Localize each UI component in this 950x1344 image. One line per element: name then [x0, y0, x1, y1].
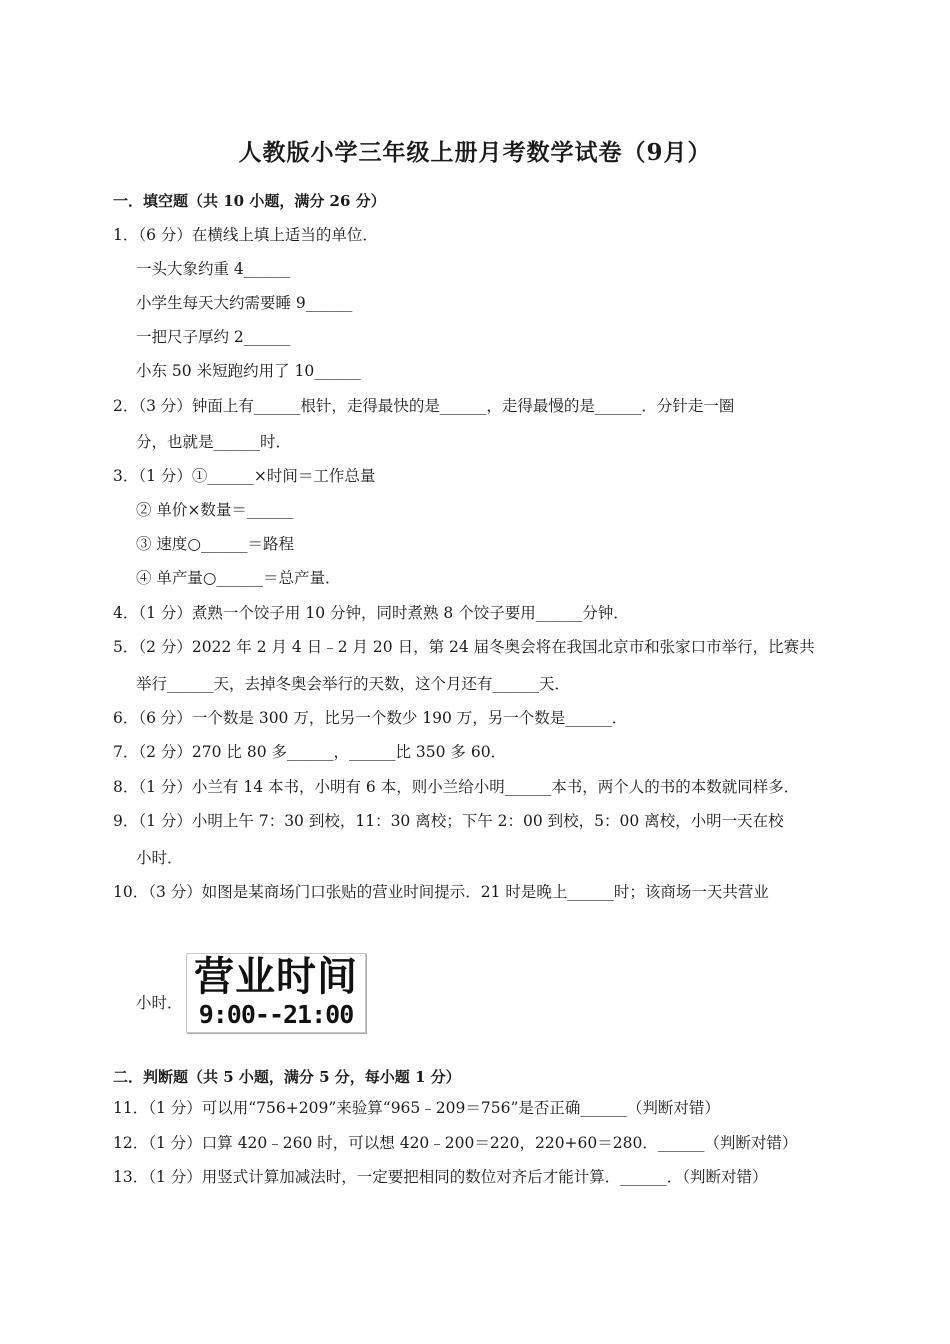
- sign-hours: 9:00--21:00: [198, 1000, 354, 1029]
- question-12: 12．（1 分）口算 420﹣260 时，可以想 420﹣200＝220，220+60＝280．______（判断对错）: [113, 1134, 798, 1152]
- question-3-line-4: ④ 单产量○______＝总产量．: [136, 569, 341, 587]
- sign-title: 营业时间: [194, 954, 358, 1000]
- question-5-line-2: 举行______天，去掉冬奥会举行的天数，这个月还有______天．: [136, 675, 571, 693]
- question-2-line-2: 分，也就是______时．: [136, 433, 292, 451]
- question-3-line-3: ③ 速度○______＝路程: [136, 535, 294, 553]
- question-10-line-2: 小时．: [136, 994, 183, 1012]
- question-5-line-1: 5．（2 分）2022 年 2 月 4 日﹣2 月 20 日，第 24 届冬奥会将在我国北京市和张家口市举行，比赛共: [113, 638, 815, 656]
- section-heading-true-false: 二．判断题（共 5 小题，满分 5 分，每小题 1 分）: [113, 1068, 461, 1086]
- page-title: 人教版小学三年级上册月考数学试卷（9月）: [238, 139, 712, 166]
- question-7: 7．（2 分）270 比 80 多______，______比 350 多 60．: [113, 743, 507, 761]
- question-9-line-1: 9．（1 分）小明上午 7：30 到校，11：30 离校；下午 2：00 到校，5：00 离校，小明一天在校: [113, 812, 784, 830]
- section-heading-fill-blank: 一．填空题（共 10 小题，满分 26 分）: [113, 192, 386, 210]
- question-3-line-1: 3．（1 分）①______×时间＝工作总量: [113, 467, 376, 485]
- question-1-item-4: 小东 50 米短跑约用了 10______: [136, 362, 361, 380]
- question-6: 6．（6 分）一个数是 300 万，比另一个数少 190 万，另一个数是______．: [113, 709, 628, 727]
- question-4: 4．（1 分）煮熟一个饺子用 10 分钟，同时煮熟 8 个饺子要用______分钟．: [113, 604, 629, 622]
- business-hours-sign-image: [186, 953, 366, 1033]
- question-9-line-2: 小时．: [136, 849, 183, 867]
- question-1-item-2: 小学生每天大约需要睡 9______: [136, 294, 353, 312]
- question-8: 8．（1 分）小兰有 14 本书，小明有 6 本，则小兰给小明______本书，两个人的书的本数就同样多．: [113, 778, 800, 796]
- question-13: 13．（1 分）用竖式计算加减法时，一定要把相同的数位对齐后才能计算．______．（判断对错）: [113, 1168, 768, 1186]
- question-11: 11．（1 分）可以用“756+209”来验算“965﹣209＝756”是否正确______（判断对错）: [113, 1099, 720, 1117]
- question-1-item-1: 一头大象约重 4______: [136, 260, 291, 278]
- question-2-line-1: 2．（3 分）钟面上有______根针，走得最快的是______，走得最慢的是______．分针走一圈: [113, 397, 735, 415]
- question-1-item-3: 一把尺子厚约 2______: [136, 328, 291, 346]
- question-10-line-1: 10．（3 分）如图是某商场门口张贴的营业时间提示．21 时是晚上______时；该商场一天共营业: [113, 883, 769, 901]
- question-3-line-2: ② 单价×数量＝______: [136, 501, 294, 519]
- question-1-stem: 1．（6 分）在横线上填上适当的单位．: [113, 226, 378, 244]
